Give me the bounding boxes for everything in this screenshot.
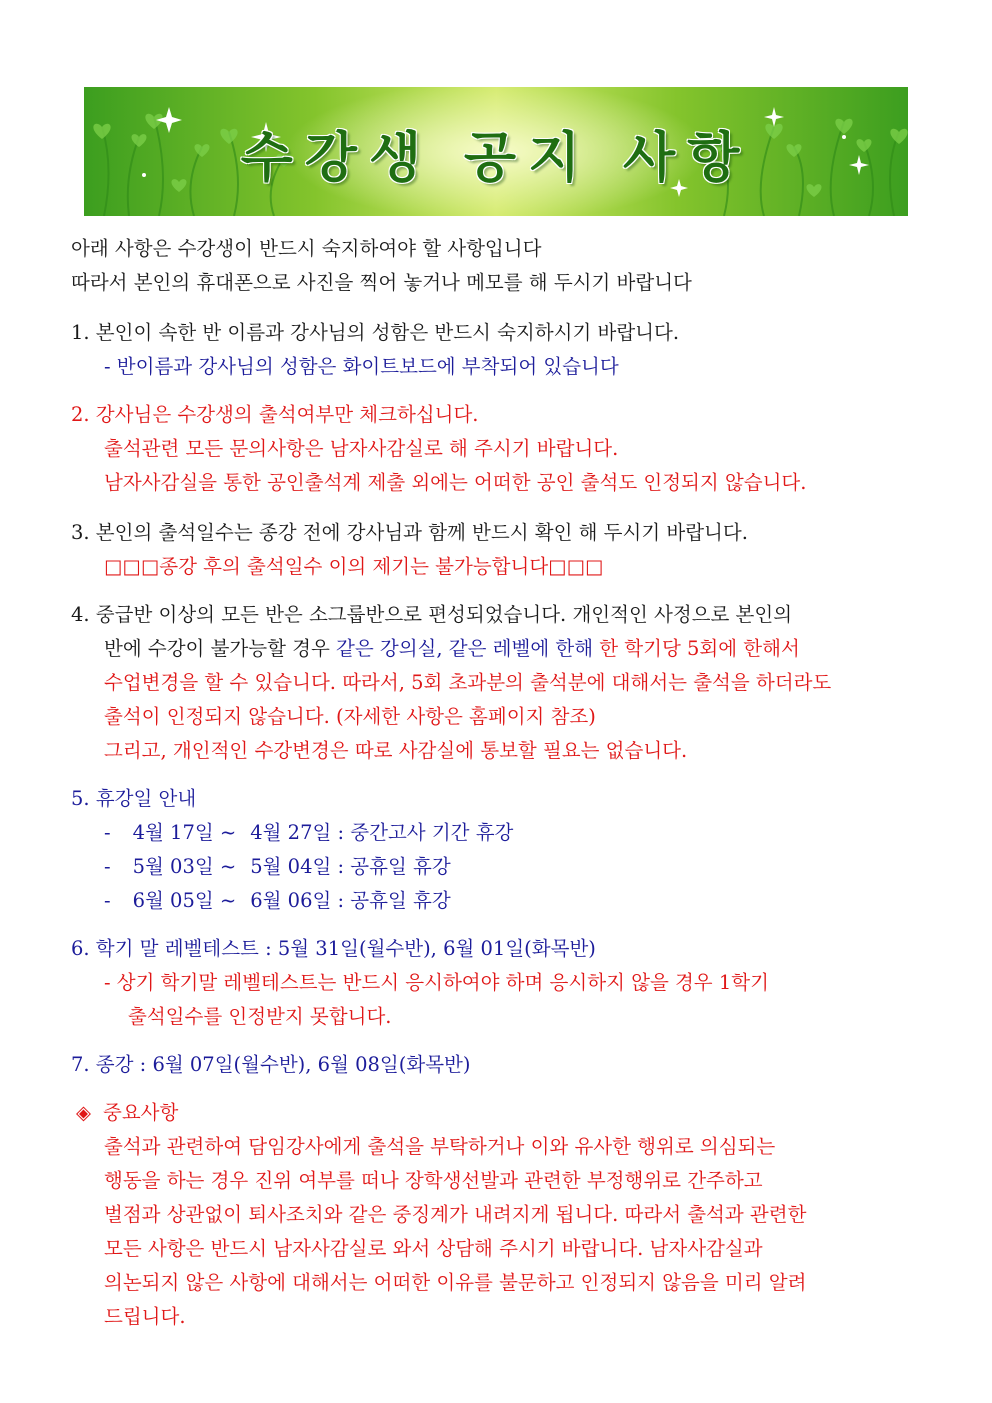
row-from: 5월 03일 ~ bbox=[132, 855, 237, 878]
row-from: 4월 17일 ~ bbox=[132, 821, 237, 844]
item2-text: 2. 강사님은 수강생의 출석여부만 체크하십니다. bbox=[71, 403, 479, 426]
item2-line-2: 출석관련 모든 문의사항은 남자사감실로 해 주시기 바랍니다. bbox=[104, 437, 619, 460]
item3-note: □□□종강 후의 출석일수 이의 제기는 불가능합니다□□□ bbox=[104, 555, 604, 578]
row-dash: - bbox=[104, 855, 111, 878]
important-line-3: 벌점과 상관없이 퇴사조치와 같은 중징계가 내려지게 됩니다. 따라서 출석과 관련한 bbox=[104, 1203, 807, 1226]
holiday-row bbox=[104, 822, 513, 844]
row-dash: - bbox=[104, 889, 111, 912]
important-heading bbox=[76, 1102, 178, 1124]
item6-note-1: - 상기 학기말 레벨테스트는 반드시 응시하여야 하며 응시하지 않을 경우 1학기 bbox=[104, 971, 769, 994]
important-line-2: 행동을 하는 경우 진위 여부를 떠나 장학생선발과 관련한 부정행위로 간주하고 bbox=[104, 1169, 763, 1192]
row-to: 5월 04일 : 공휴일 휴강 bbox=[250, 855, 451, 878]
item6-text: 6. 학기 말 레벨테스트 : 5월 31일(월수반), 6월 01일(화목반) bbox=[71, 937, 596, 960]
intro-line-2: 따라서 본인의 휴대폰으로 사진을 찍어 놓거나 메모를 해 두시기 바랍니다 bbox=[71, 271, 692, 294]
title-banner bbox=[84, 87, 908, 216]
important-line-5: 의논되지 않은 사항에 대해서는 어떠한 이유를 불문하고 인정되지 않음을 미리 알려 bbox=[104, 1271, 807, 1294]
item4-line-4: 출석이 인정되지 않습니다. (자세한 사항은 홈페이지 참조) bbox=[104, 705, 596, 728]
important-line-4: 모든 사항은 반드시 남자사감실로 와서 상담해 주시기 바랍니다. 남자사감실과 bbox=[104, 1237, 763, 1260]
item7-text: 7. 종강 : 6월 07일(월수반), 6월 08일(화목반) bbox=[71, 1053, 471, 1076]
important-line-1: 출석과 관련하여 담임강사에게 출석을 부탁하거나 이와 유사한 행위로 의심되는 bbox=[104, 1135, 776, 1158]
item4-line-2 bbox=[104, 638, 800, 660]
holiday-row bbox=[104, 856, 451, 878]
item4-line-5: 그리고, 개인적인 수강변경은 따로 사감실에 통보할 필요는 없습니다. bbox=[104, 739, 688, 762]
item3-text: 3. 본인의 출석일수는 종강 전에 강사님과 함께 반드시 확인 해 두시기 바랍니다. bbox=[71, 521, 748, 544]
row-dash: - bbox=[104, 821, 111, 844]
row-from: 6월 05일 ~ bbox=[132, 889, 237, 912]
page-title: 수강생 공지 사항 bbox=[240, 126, 752, 189]
intro-line-1: 아래 사항은 수강생이 반드시 숙지하여야 할 사항입니다 bbox=[71, 237, 542, 260]
item4-line-3: 수업변경을 할 수 있습니다. 따라서, 5회 초과분의 출석분에 대해서는 출석을 하더라도 bbox=[104, 671, 832, 694]
holiday-row bbox=[104, 890, 451, 912]
item4-line-2a: 반에 수강이 불가능할 경우 bbox=[104, 637, 337, 660]
item4-line-2b: 같은 강의실, 같은 레벨에 한해 bbox=[336, 637, 594, 660]
row-to: 6월 06일 : 공휴일 휴강 bbox=[250, 889, 451, 912]
item1-text: 1. 본인이 속한 반 이름과 강사님의 성함은 반드시 숙지하시기 바랍니다. bbox=[71, 321, 680, 344]
item5-title: 5. 휴강일 안내 bbox=[71, 787, 197, 810]
diamond-bullet-icon: ◈ bbox=[76, 1101, 91, 1124]
item2-line-3: 남자사감실을 통한 공인출석계 제출 외에는 어떠한 공인 출석도 인정되지 않습니다. bbox=[104, 471, 807, 494]
item4-line-2c: 한 학기당 5회에 한해서 bbox=[593, 637, 800, 660]
row-to: 4월 27일 : 중간고사 기간 휴강 bbox=[250, 821, 514, 844]
important-title: 중요사항 bbox=[103, 1101, 179, 1124]
item4-line-1: 4. 중급반 이상의 모든 반은 소그룹반으로 편성되었습니다. 개인적인 사정으로 본인의 bbox=[71, 603, 793, 626]
item1-note: - 반이름과 강사님의 성함은 화이트보드에 부착되어 있습니다 bbox=[104, 355, 619, 378]
important-line-6: 드립니다. bbox=[104, 1305, 186, 1328]
item6-note-2: 출석일수를 인정받지 못합니다. bbox=[128, 1005, 392, 1028]
